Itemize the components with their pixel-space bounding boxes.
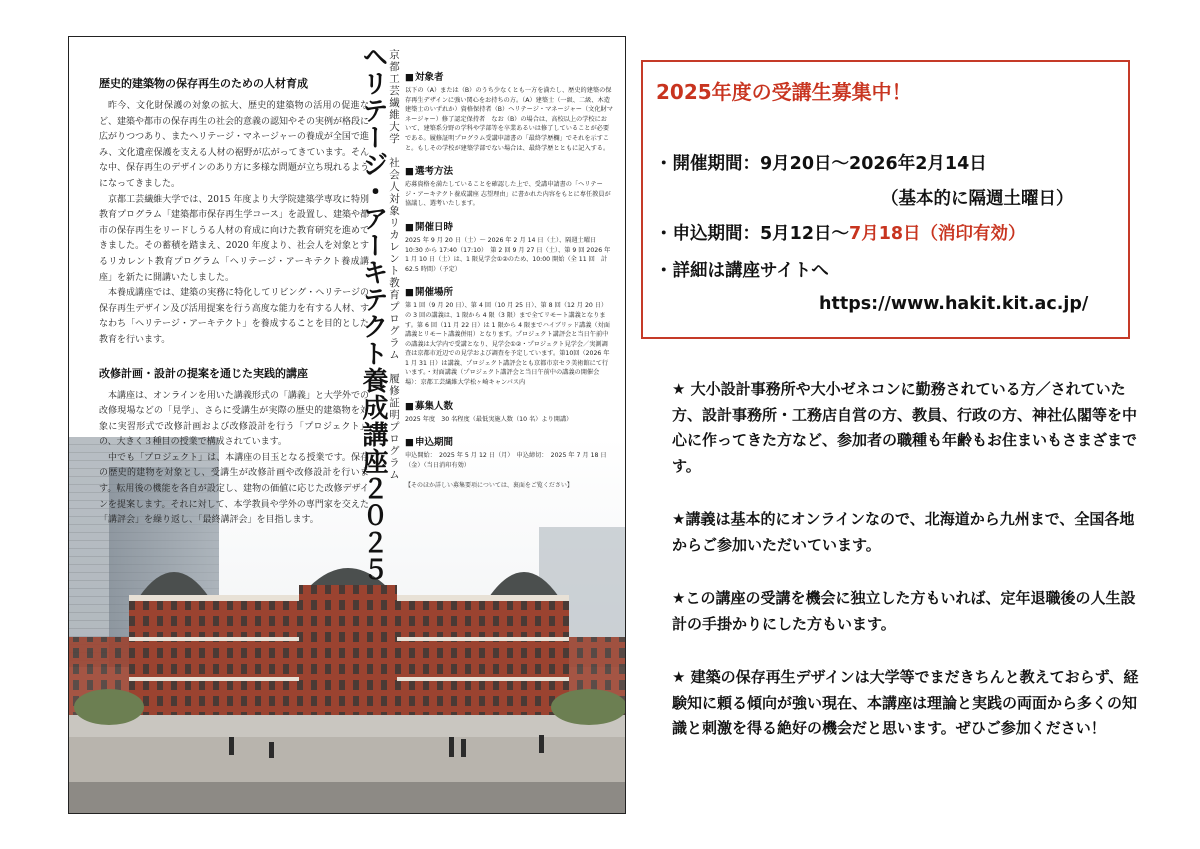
course-subtitle-vertical: 京都工芸繊維大学 社会人対象リカレント教育プログラム 履修証明プログラム — [388, 49, 400, 481]
detail-heading: ■ 開催場所 — [405, 284, 613, 298]
recruitment-callout — [641, 60, 1130, 339]
note-item: ★ 大小設計事務所や大小ゼネコンに勤務されている方／されていた方、設計事務所・工務店自営の方、教員、行政の方、神社仏閣等を中心に作ってきた方など、参加者の職種も年齢もお住まいもさまざまです。 — [672, 380, 1138, 475]
details-footnote: 【そのほか詳しい募集要項については、裏面をご覧ください】 — [405, 482, 573, 490]
detail-section-capacity — [405, 398, 613, 425]
detail-heading: ■ 開催日時 — [405, 219, 613, 233]
detail-body: 2025 年 9 月 20 日（土）〜 2026 年 2 月 14 日（土）、隔週土曜日 10:30 から 17:40（17:10） 第 2 回 9 月 27 日（土）、第 9 回 2026 年 1 月 10 日（土）は、1 限見学会①②のため、10:00 開始（全 11 回 計 62.5 時間）（予定） — [405, 236, 611, 273]
detail-section-schedule — [405, 219, 613, 274]
detail-body: 2025 年度 30 名程度（最低実施人数（10 名）より開講） — [405, 415, 573, 423]
application-period-label: ・申込期間：5月12日〜 — [655, 224, 850, 244]
detail-heading: ■ 対象者 — [405, 69, 613, 83]
course-details — [405, 69, 613, 489]
intro-paragraph: 京都工芸繊維大学では、2015 年度より大学院建築学専攻に特別教育プログラム「建築都市保存再生学コース」を設置し、建築や都市の保存再生をリードしうる人材の育成に向けた教育研究を進めてきました。その蓄積を踏まえ、2020 年度より、社会人を対象とするリカレント教育プログラム「ヘリテージ・アーキテクト養成講座」を新たに開講いたしました。 — [99, 194, 370, 283]
intro-paragraph: 本養成講座では、建築の実務に特化してリビング・ヘリテージの保存再生デザイン及び活用提案を行う高度な能力を有する人材、すなわち「ヘリテージ・アーキテクト」を養成することを目的とした教育を行います。 — [99, 288, 369, 345]
course-site-link[interactable]: https://www.hakit.kit.ac.jp/ — [819, 294, 1089, 314]
recruitment-title: 2025年度の受講生募集中！ — [656, 80, 912, 104]
detail-body: 応募資格を満たしていることを確認した上で、受講申請書の「ヘリテージ・アーキテクト養成講座 志望理由」に書かれた内容をもとに専任教員が協議し、選考いたします。 — [405, 181, 611, 208]
detail-section-selection — [405, 163, 613, 209]
detail-body: 以下の（A）または（B）のうち少なくとも一方を満たし、歴史的建築の保存再生デザインに強い関心をお持ちの方。（A）建築士（一級、二級、木造建築士のいずれか）資格保持者（B）ヘリテージ・マネージャー（文化財マネージャー）修了認定保持者 なお（B）の場合は、高校以上の学校において、建築系分野の学科や学部等を卒業あるいは修了していることが必要である。履修証明プログラム受講申請書の「最終学歴欄」でそれを示すこと。もしその学校が建築学部でない場合は、最終学歴とともに記入する。 — [405, 87, 613, 152]
detail-body: 申込開始： 2025 年 5 月 12 日（月） 申込締切： 2025 年 7 月 18 日（金）（当日消印有効） — [405, 452, 607, 469]
course-title-vertical: ヘリテージ・アーキテクト養成講座２０２５ — [358, 43, 388, 583]
note-item: ★この講座の受講を機会に独立した方もいれば、定年退職後の人生設計の手掛かりにした方もいます。 — [672, 589, 1136, 633]
period-line: ・開催期間：9月20日〜2026年2月14日 — [655, 154, 987, 174]
application-line — [655, 220, 1026, 245]
detail-section-application — [405, 434, 613, 470]
period-note: （基本的に隔週土曜日） — [881, 189, 1074, 209]
detail-section-venue — [405, 284, 613, 387]
intro-heading: 歴史的建築物の保存再生のための人材育成 — [99, 77, 308, 90]
details-line: ・詳細は講座サイトへ — [655, 261, 829, 281]
participant-notes — [672, 377, 1142, 770]
detail-heading: ■ 募集人数 — [405, 398, 613, 412]
practice-paragraph: 中でも「プロジェクト」は、本講座の目玉となる授業です。保存の歴史的建物を対象とし、受講生が改修計画や改修設計を行います。転用後の機能を各自が設定し、建物の価値に応じた改修デザインを提案します。それに対して、本学教員や学外の専門家を交えた「講評会」を繰り返し、「最終講評会」を目指します。 — [99, 452, 369, 526]
note-item: ★講義は基本的にオンラインなので、北海道から九州まで、全国各地からご参加いただいています。 — [672, 510, 1135, 554]
detail-heading: ■ 選考方法 — [405, 163, 613, 177]
detail-section-eligibility — [405, 69, 613, 153]
detail-body: 第 1 回（9 月 20 日）、第 4 回（10 月 25 日）、第 8 回（12 月 20 日）の 3 回の講義は、1 限から 4 限（3 限）まで全てリモート講義となります。第 6 回（11 月 22 日）は 1 限から 4 限までハイブリッド講義（対面講義とリモート講義併用）となります。プロジェクト講評会と当日午前中の講義は大学内で受講となり、見学会①②・プロジェクト見学会／実測調査は京都市近辺での見学および調査を予定しています。第10回（2026 年 1 月 31 日）は講義、プロジェクト講評会とも京都市京セラ美術館にて行います。・対面講義（プロジェクト講評会と当日午前中の講義の開催会場）：京都工芸繊維大学松ヶ崎キャンパス内 — [405, 302, 610, 387]
flyer-intro — [99, 67, 369, 529]
practice-heading: 改修計画・設計の提案を通じた実践的講座 — [99, 366, 308, 380]
intro-paragraph: 昨今、文化財保護の対象の拡大、歴史的建築物の活用の促進など、建築や都市の保存再生の社会的意義の認知やその実例が格段に広がりつつあり、またヘリテージ・マネージャーの養成が全国で進み、文化遺産保護を支える人材の裾野が広がってきています。そんな中、保存再生のデザインのあり方に多様な問題が立ち現れるようになってきました。 — [99, 101, 370, 189]
detail-heading: ■ 申込期間 — [405, 434, 613, 448]
course-flyer — [68, 36, 626, 814]
application-deadline: 7月18日（消印有効） — [849, 224, 1026, 244]
note-item: ★ 建築の保存再生デザインは大学等でまだきちんと教えておらず、経験知に頼る傾向が強い現在、本講座は理論と実践の両面から多くの知識と刺激を得る絶好の機会だと思います。ぜひご参加ください！ — [672, 668, 1139, 737]
practice-paragraph: 本講座は、オンラインを用いた講義形式の「講義」と大学外での改修現場などの「見学」、さらに受講生が実際の歴史的建築物を対象に実習形式で改修計画および改修設計を行う「プロジェクト」の、大きく３種目の授業で構成されています。 — [99, 390, 369, 448]
